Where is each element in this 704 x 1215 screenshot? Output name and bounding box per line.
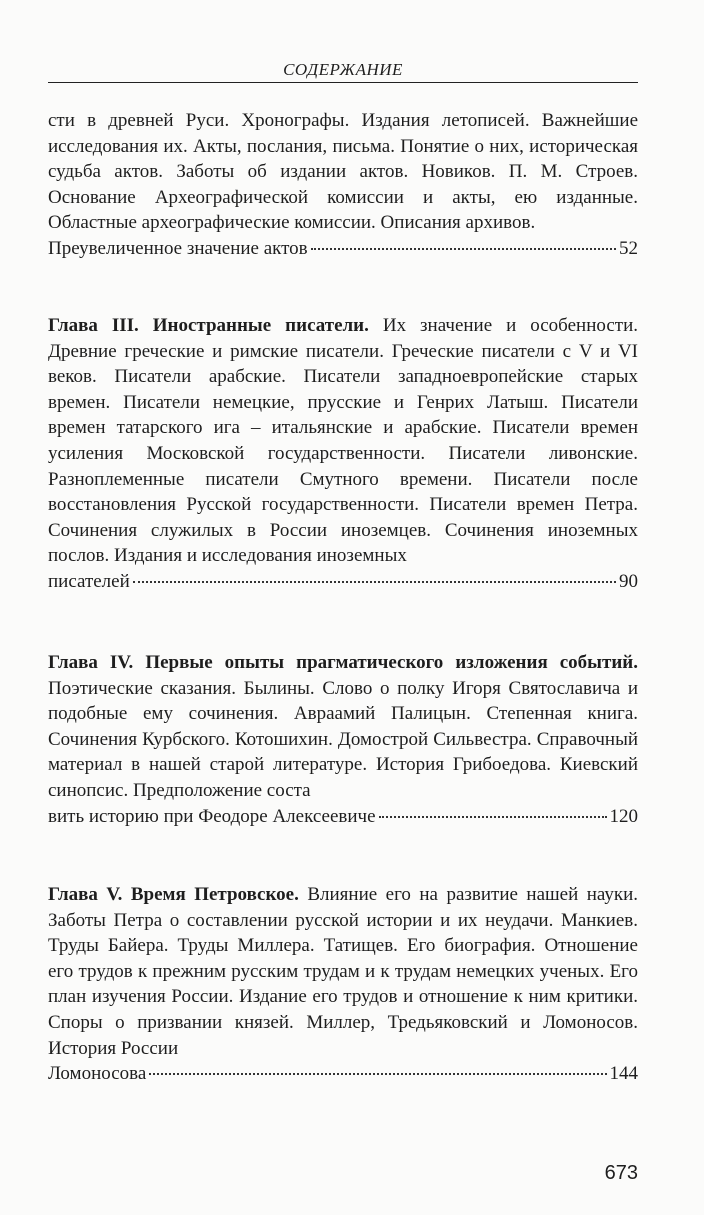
toc-entry (48, 313, 638, 595)
toc-entry (48, 650, 638, 829)
running-header: СОДЕРЖАНИЕ (48, 60, 638, 83)
dot-leader (133, 581, 616, 583)
entry-page-number: 52 (619, 237, 638, 259)
entry-last-text: Ломоносова (48, 1063, 147, 1085)
entry-title: Глава V. Время Петровское. (48, 884, 299, 905)
entry-title: Глава III. Иностранные писатели. (48, 315, 369, 336)
toc-entry (48, 882, 638, 1087)
entry-page-number: 144 (609, 1063, 638, 1085)
entry-last-text: писателей (48, 570, 130, 592)
entry-leader-line (48, 569, 638, 595)
entry-description: Поэтические сказания. Былины. Слово о полку Игоря Святославича и подобные ему сочинения. Авраамий Палицын. Степенная книга. Сочинения Курбского. Котошихин. Домострой Сильвестра. Справочный материал в нашей старой литературе. История Грибоедова. Киевский синопсис. Предположение соста (48, 677, 638, 801)
entry-leader-line (48, 236, 638, 262)
dot-leader (311, 248, 616, 250)
entry-page-number: 90 (619, 570, 638, 592)
book-page (48, 0, 638, 1215)
entry-title: Глава IV. Первые опыты прагматического изложения событий. (48, 652, 638, 673)
dot-leader (379, 816, 607, 818)
toc-entry (48, 108, 638, 262)
dot-leader (149, 1073, 606, 1075)
entry-leader-line (48, 1061, 638, 1087)
page-number: 673 (604, 1162, 638, 1184)
entry-last-text: Преувеличенное значение актов (48, 237, 308, 259)
entry-description: сти в древней Руси. Хронографы. Издания летописей. Важнейшие исследования их. Акты, послания, письма. Понятие о них, историческая судьба актов. Заботы об издании актов. Новиков. П. М. Строев. Основание Археографической комиссии и акты, ею изданные. Областные археографические комиссии. Описания архивов. (48, 110, 638, 234)
entry-description: Их значение и особенности. Древние греческие и римские писатели. Греческие писатели с V и VI веков. Писатели арабские. Писатели западноевропейские старых времен. Писатели немецкие, прусские и Генрих Латыш. Писатели времен татарского ига – итальянские и арабские. Писатели времен усиления Московской государственности. Писатели ливонские. Разноплеменные писатели Смутного времени. Писатели после восстановления Русской государственности. Писатели времен Петра. Сочинения служилых в России иноземцев. Сочинения иноземных послов. Издания и исследования иноземных (48, 315, 638, 567)
entry-description: Влияние его на развитие нашей науки. Заботы Петра о составлении русской истории и их неудачи. Манкиев. Труды Байера. Труды Миллера. Татищев. Его биография. Отношение его трудов к прежним русским трудам и к трудам немецких ученых. Его план изучения России. Издание его трудов и отношение к ним критики. Споры о призвании князей. Миллер, Тредьяковский и Ломоносов. История России (48, 884, 638, 1059)
entry-last-text: вить историю при Феодоре Алексеевиче (48, 805, 376, 827)
entry-leader-line (48, 804, 638, 830)
entry-page-number: 120 (609, 805, 638, 827)
